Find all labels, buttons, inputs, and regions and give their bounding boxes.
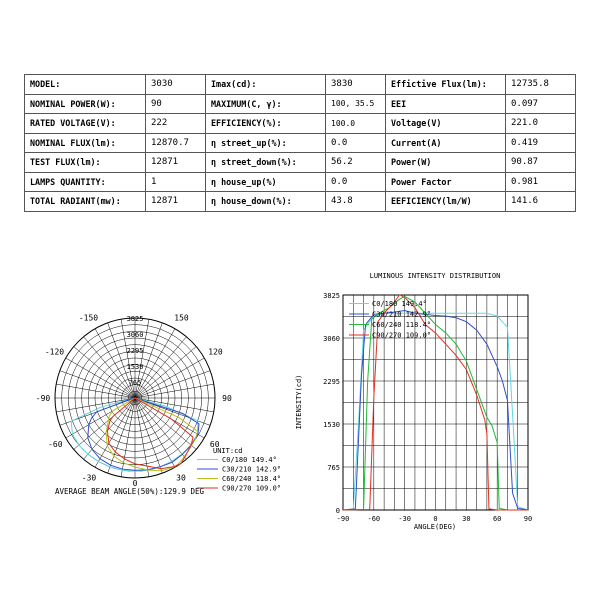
spec-value: 221.0 bbox=[506, 114, 576, 134]
spec-value: 56.2 bbox=[326, 153, 386, 173]
polar-legend-label: C60/240 118.4° bbox=[222, 475, 282, 483]
spec-value: 100.0 bbox=[326, 114, 386, 134]
y-tick-label: 3825 bbox=[323, 292, 340, 300]
spec-label: η street_up(%): bbox=[206, 133, 326, 153]
y-tick-label: 2295 bbox=[323, 378, 340, 386]
spec-label: LAMPS QUANTITY: bbox=[25, 172, 146, 192]
spec-label: NOMINAL POWER(W): bbox=[25, 94, 146, 114]
polar-angle-label: 150 bbox=[174, 313, 189, 323]
spec-label: Power(W) bbox=[386, 153, 506, 173]
x-tick-label: 30 bbox=[462, 515, 471, 523]
legend-label: C90/270 109.0° bbox=[372, 331, 432, 340]
spec-value: 0.419 bbox=[506, 133, 576, 153]
spec-value: 3030 bbox=[146, 75, 206, 95]
polar-angle-label: 0 bbox=[132, 479, 138, 488]
polar-angle-label: -30 bbox=[81, 473, 97, 483]
x-axis-label: ANGLE(DEG) bbox=[413, 523, 457, 531]
spec-value: 0.0 bbox=[326, 133, 386, 153]
spec-value: 90.87 bbox=[506, 153, 576, 173]
spec-label: NOMINAL FLUX(lm): bbox=[25, 133, 146, 153]
spec-label: Imax(cd): bbox=[206, 75, 326, 95]
x-tick-label: 60 bbox=[492, 515, 502, 523]
spec-value: 222 bbox=[146, 114, 206, 134]
polar-legend-label: C30/210 142.9° bbox=[222, 465, 282, 474]
spec-value: 0.097 bbox=[506, 94, 576, 114]
spec-value: 12870.7 bbox=[146, 133, 206, 153]
polar-legend-label: C90/270 109.0° bbox=[222, 484, 282, 493]
spec-value: 12871 bbox=[146, 153, 206, 173]
polar-angle-label: 60 bbox=[209, 440, 220, 449]
spec-value: 1 bbox=[146, 172, 206, 192]
x-tick-label: 0 bbox=[433, 515, 438, 523]
polar-radial-tick-label: 1530 bbox=[126, 363, 144, 371]
polar-angle-label: 120 bbox=[208, 347, 223, 357]
spec-label: η house_down(%): bbox=[206, 192, 326, 212]
spec-label: TOTAL RADIANT(mw): bbox=[25, 192, 146, 212]
polar-radial-tick-label: 2295 bbox=[126, 347, 144, 355]
polar-angle-label: 90 bbox=[222, 394, 232, 403]
beam-angle-caption: AVERAGE BEAM ANGLE(50%):129.9 DEG bbox=[55, 487, 205, 496]
legend-label: C0/180 149.4° bbox=[372, 300, 427, 308]
polar-angle-label: -60 bbox=[48, 440, 63, 449]
x-tick-label: -90 bbox=[336, 515, 350, 523]
legend-label: C30/210 142.9° bbox=[372, 310, 432, 319]
spec-label: η street_down(%): bbox=[206, 153, 326, 173]
spec-value: 0.0 bbox=[326, 172, 386, 192]
polar-angle-label: 30 bbox=[176, 473, 186, 483]
y-tick-label: 0 bbox=[335, 507, 340, 515]
polar-radial-tick-label: 765 bbox=[128, 379, 142, 387]
spec-label: TEST FLUX(lm): bbox=[25, 153, 146, 173]
spec-value: 43.8 bbox=[326, 192, 386, 212]
spec-value: 12871 bbox=[146, 192, 206, 212]
polar-unit-label: UNIT:cd bbox=[213, 447, 243, 455]
spec-value: 141.6 bbox=[506, 192, 576, 212]
polar-angle-label: -120 bbox=[44, 347, 65, 357]
spec-label: EEFICIENCY(lm/W) bbox=[386, 192, 506, 212]
polar-angle-label: -150 bbox=[78, 313, 99, 323]
chart-title: LUMINOUS INTENSITY DISTRIBUTION bbox=[369, 272, 501, 280]
polar-radial-tick-label: 3825 bbox=[126, 315, 144, 323]
x-tick-label: 90 bbox=[523, 515, 533, 523]
legend-label: C60/240 118.4° bbox=[372, 321, 432, 329]
spec-value: 3830 bbox=[326, 75, 386, 95]
spec-label: MAXIMUM(C, γ): bbox=[206, 94, 326, 114]
x-tick-label: -60 bbox=[367, 515, 381, 523]
spec-label: MODEL: bbox=[25, 75, 146, 95]
spec-value: 90 bbox=[146, 94, 206, 114]
spec-label: Current(A) bbox=[386, 133, 506, 153]
spec-value: 12735.8 bbox=[506, 75, 576, 95]
spec-label: Effictive Flux(lm): bbox=[386, 75, 506, 95]
spec-label: EEI bbox=[386, 94, 506, 114]
spec-value: 0.981 bbox=[506, 172, 576, 192]
polar-legend-label: C0/180 149.4° bbox=[222, 456, 277, 464]
y-tick-label: 3060 bbox=[323, 335, 340, 343]
y-tick-label: 1530 bbox=[323, 421, 340, 429]
polar-angle-label: -90 bbox=[35, 394, 51, 403]
y-axis-label: INTENSITY(cd) bbox=[295, 374, 303, 430]
y-tick-label: 765 bbox=[327, 464, 340, 472]
spec-label: Voltage(V) bbox=[386, 114, 506, 134]
spec-label: Power Factor bbox=[386, 172, 506, 192]
polar-radial-tick-label: 3060 bbox=[126, 331, 144, 339]
spec-value: 100, 35.5 bbox=[326, 94, 386, 114]
spec-label: EFFICIENCY(%): bbox=[206, 114, 326, 134]
x-tick-label: -30 bbox=[398, 515, 411, 523]
spec-label: η house_up(%) bbox=[206, 172, 326, 192]
spec-label: RATED VOLTAGE(V): bbox=[25, 114, 146, 134]
